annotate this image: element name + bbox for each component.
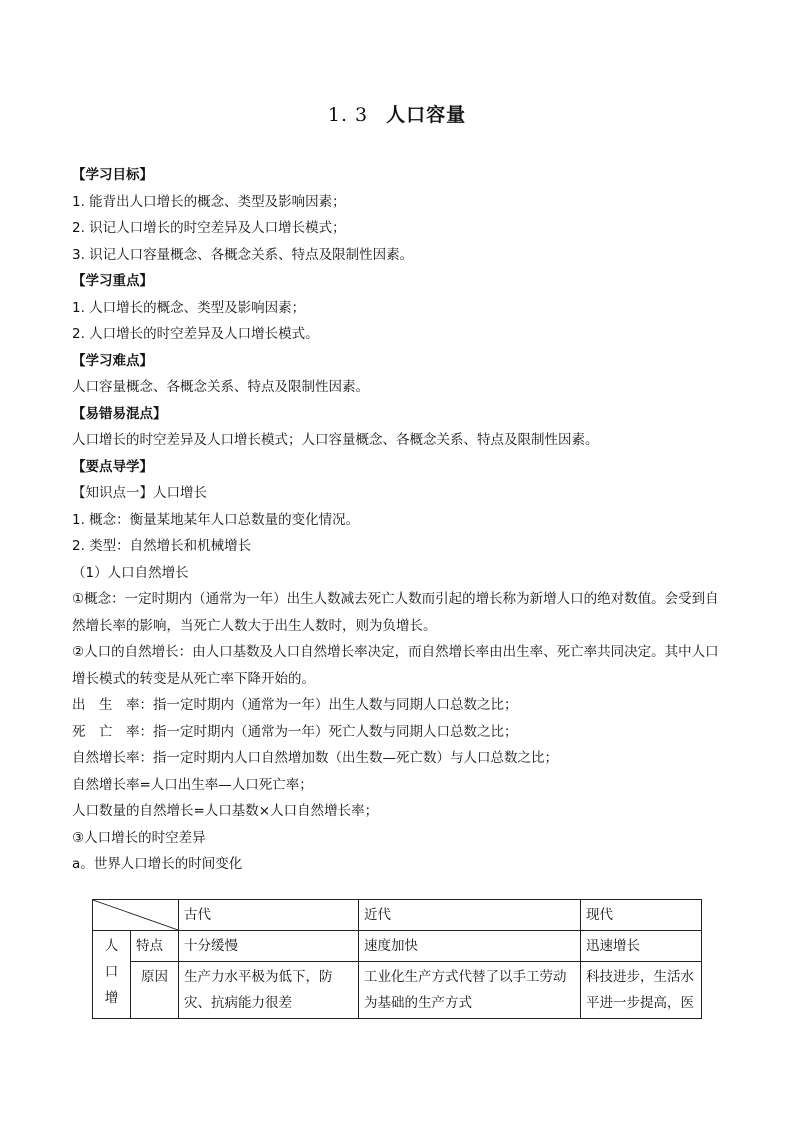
document-body: [72, 162, 727, 878]
row-label: 特点: [131, 931, 179, 962]
text-line: 死 亡 率：指一定时期内（通常为一年）死亡人数与同期人口总数之比；: [72, 723, 518, 740]
table-header: 现代: [581, 900, 702, 931]
table-cell: 迅速增长: [581, 931, 702, 962]
text-line: 1. 概念：衡量某地某年人口总数量的变化情况。: [72, 511, 360, 528]
text-line: 出 生 率：指一定时期内（通常为一年）出生人数与同期人口总数之比；: [72, 697, 518, 713]
table-cell: 生产力水平极为低下，防灾、抗病能力很差: [179, 962, 359, 1019]
table-header-row: [93, 900, 702, 931]
section-heading: 【易错易混点】: [72, 405, 167, 422]
title-number: 1. 3: [327, 104, 369, 126]
section-heading: 【学习重点】: [72, 273, 153, 289]
title-text: 人口容量: [386, 104, 467, 126]
population-growth-table: [92, 899, 702, 1019]
text-line: 自然增长率=人口出生率—人口死亡率；: [72, 776, 313, 793]
text-line: （1）人口自然增长: [72, 564, 189, 581]
text-line: 人口容量概念、各概念关系、特点及限制性因素。: [72, 379, 369, 395]
text-line: 2. 识记人口增长的时空差异及人口增长模式；: [72, 220, 346, 236]
text-line: ③人口增长的时空差异: [72, 829, 206, 846]
text-line: 1. 能背出人口增长的概念、类型及影响因素；: [72, 193, 346, 210]
text-line: 【知识点一】人口增长: [72, 485, 207, 501]
text-line: 2. 类型：自然增长和机械增长: [72, 538, 252, 554]
text-line: 人口数量的自然增长=人口基数×人口自然增长率；: [72, 803, 379, 819]
text-line: 人口增长的时空差异及人口增长模式；人口容量概念、各概念关系、特点及限制性因素。: [72, 432, 599, 448]
text-line: 自然增长率：指一定时期内人口自然增加数（出生数—死亡数）与人口总数之比；: [72, 750, 558, 766]
table-row: [93, 962, 702, 1019]
row-label: 原因: [131, 962, 179, 1019]
page-title: [0, 100, 794, 127]
table-cell: 速度加快: [359, 931, 581, 962]
section-heading: 【学习目标】: [72, 167, 153, 183]
row-group-label: 人 口 增: [93, 931, 131, 1019]
section-heading: 【学习难点】: [72, 352, 153, 369]
text-line: a。世界人口增长的时间变化: [72, 856, 243, 872]
text-line: 1. 人口增长的概念、类型及影响因素；: [72, 299, 306, 316]
section-heading: 【要点导学】: [72, 458, 153, 475]
table-header: 古代: [179, 900, 359, 931]
text-line: 3. 识记人口容量概念、各概念关系、特点及限制性因素。: [72, 246, 414, 263]
table-cell: 科技进步，生活水平进一步提高，医: [581, 962, 702, 1019]
text-line: 2. 人口增长的时空差异及人口增长模式。: [72, 326, 319, 342]
text-line: ①概念：一定时期内（通常为一年）出生人数减去死亡人数而引起的增长称为新增人口的绝对数值。会受到自然增长率的影响，当死亡人数大于出生人数时，则为负增长。: [72, 591, 719, 634]
text-line: ②人口的自然增长：由人口基数及人口自然增长率决定，而自然增长率由出生率、死亡率共同决定。其中人口增长模式的转变是从死亡率下降开始的。: [72, 644, 719, 687]
table-header: 近代: [359, 900, 581, 931]
table-cell: 十分缓慢: [179, 931, 359, 962]
table-corner-cell: [93, 900, 179, 931]
table-cell: 工业化生产方式代替了以手工劳动为基础的生产方式: [359, 962, 581, 1019]
table-row: [93, 931, 702, 962]
